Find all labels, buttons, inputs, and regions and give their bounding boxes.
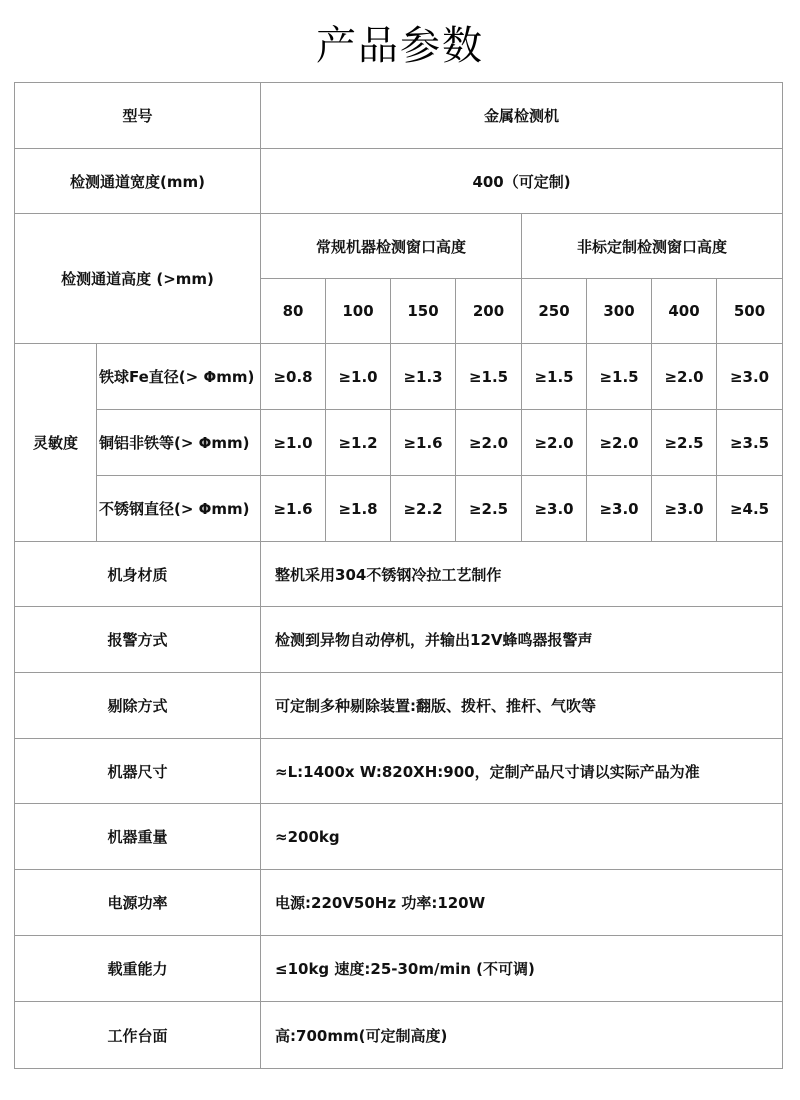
sensitivity-cell: ≥1.5 <box>587 344 652 410</box>
spec-value: 检测到异物自动停机，并输出12V蜂鸣器报警声 <box>261 607 783 673</box>
height-cell: 300 <box>587 279 652 344</box>
spec-label: 机身材质 <box>15 542 261 607</box>
height-cell: 150 <box>391 279 456 344</box>
spec-value: ≈200kg <box>261 804 783 870</box>
sensitivity-cell: ≥3.0 <box>522 476 587 542</box>
spec-value: ≤10kg 速度:25-30m/min (不可调) <box>261 936 783 1002</box>
spec-label: 机器尺寸 <box>15 739 261 804</box>
sensitivity-cell: ≥3.0 <box>652 476 717 542</box>
spec-row-material <box>15 542 783 607</box>
spec-label: 载重能力 <box>15 936 261 1002</box>
spec-label: 剔除方式 <box>15 673 261 739</box>
spec-row-power <box>15 870 783 936</box>
sensitivity-cell: ≥0.8 <box>261 344 326 410</box>
channel-height-group-row <box>15 214 783 279</box>
height-cell: 100 <box>326 279 391 344</box>
sensitivity-cell: ≥2.0 <box>587 410 652 476</box>
sensitivity-row-nonferrous <box>15 410 783 476</box>
sensitivity-cell: ≥3.5 <box>717 410 783 476</box>
spec-row-load <box>15 936 783 1002</box>
sensitivity-cell: ≥1.2 <box>326 410 391 476</box>
sensitivity-cell: ≥2.5 <box>652 410 717 476</box>
channel-width-value: 400（可定制) <box>261 149 783 214</box>
sensitivity-row-stainless <box>15 476 783 542</box>
height-cell: 200 <box>456 279 522 344</box>
height-cell: 400 <box>652 279 717 344</box>
sensitivity-label: 灵敏度 <box>15 344 97 542</box>
sensitivity-cell: ≥1.0 <box>326 344 391 410</box>
sensitivity-cell: ≥1.0 <box>261 410 326 476</box>
spec-row-weight <box>15 804 783 870</box>
sensitivity-row-name: 铜铝非铁等(> Φmm) <box>97 410 261 476</box>
sensitivity-cell: ≥3.0 <box>587 476 652 542</box>
spec-value: 高:700mm(可定制高度) <box>261 1002 783 1069</box>
channel-width-row <box>15 149 783 214</box>
sensitivity-row-name: 不锈钢直径(> Φmm) <box>97 476 261 542</box>
spec-value: 可定制多种剔除装置:翻版、拨杆、推杆、气吹等 <box>261 673 783 739</box>
spec-row-reject <box>15 673 783 739</box>
height-cell: 80 <box>261 279 326 344</box>
custom-height-group: 非标定制检测窗口高度 <box>522 214 783 279</box>
spec-value: 整机采用304不锈钢冷拉工艺制作 <box>261 542 783 607</box>
spec-row-size <box>15 739 783 804</box>
sensitivity-cell: ≥4.5 <box>717 476 783 542</box>
spec-label: 机器重量 <box>15 804 261 870</box>
page-title: 产品参数 <box>316 23 484 69</box>
spec-label: 电源功率 <box>15 870 261 936</box>
sensitivity-row-name: 铁球Fe直径(> Φmm) <box>97 344 261 410</box>
model-row <box>15 83 783 149</box>
spec-row-worktable <box>15 1002 783 1069</box>
sensitivity-cell: ≥2.2 <box>391 476 456 542</box>
spec-value: ≈L:1400x W:820XH:900，定制产品尺寸请以实际产品为准 <box>261 739 783 804</box>
sensitivity-cell: ≥3.0 <box>717 344 783 410</box>
sensitivity-cell: ≥1.5 <box>456 344 522 410</box>
sensitivity-cell: ≥2.0 <box>456 410 522 476</box>
spec-label: 工作台面 <box>15 1002 261 1069</box>
spec-value: 电源:220V50Hz 功率:120W <box>261 870 783 936</box>
sensitivity-cell: ≥1.5 <box>522 344 587 410</box>
height-cell: 500 <box>717 279 783 344</box>
spec-table <box>14 82 783 1069</box>
height-cell: 250 <box>522 279 587 344</box>
sensitivity-cell: ≥1.3 <box>391 344 456 410</box>
standard-height-group: 常规机器检测窗口高度 <box>261 214 522 279</box>
channel-height-label: 检测通道高度 (>mm) <box>15 214 261 344</box>
spec-label: 报警方式 <box>15 607 261 673</box>
model-value: 金属检测机 <box>261 83 783 149</box>
sensitivity-cell: ≥2.0 <box>652 344 717 410</box>
sensitivity-cell: ≥2.0 <box>522 410 587 476</box>
channel-width-label: 检测通道宽度(mm) <box>15 149 261 214</box>
sensitivity-cell: ≥1.6 <box>391 410 456 476</box>
sensitivity-cell: ≥1.8 <box>326 476 391 542</box>
sensitivity-cell: ≥1.6 <box>261 476 326 542</box>
sensitivity-row-fe <box>15 344 783 410</box>
spec-row-alarm <box>15 607 783 673</box>
sensitivity-cell: ≥2.5 <box>456 476 522 542</box>
model-label: 型号 <box>15 83 261 149</box>
